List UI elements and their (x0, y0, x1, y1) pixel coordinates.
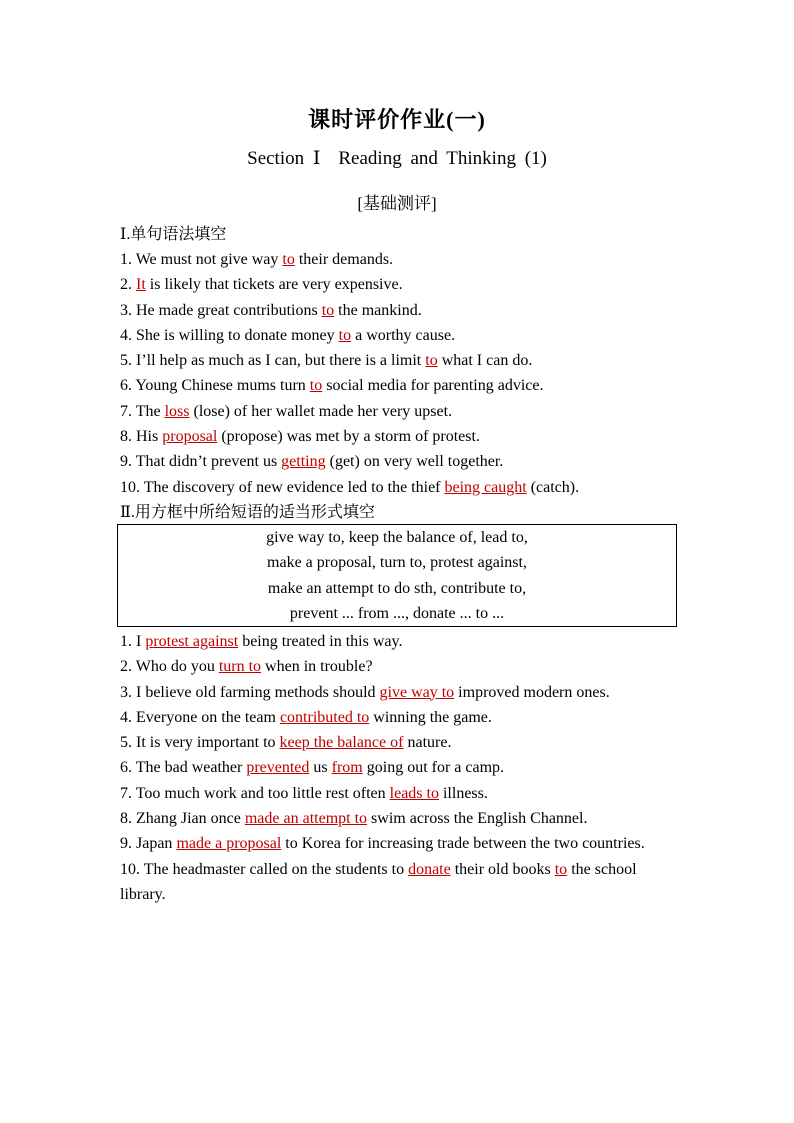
answer-blank: keep the balance of (279, 734, 404, 752)
question-item (120, 424, 690, 449)
answer-blank: to (338, 326, 352, 344)
question-text: what I can do. (437, 352, 533, 370)
part2-list (120, 629, 675, 907)
question-text: their old books (450, 860, 555, 878)
question-text: We must not give way (135, 251, 283, 268)
section-label: Section Ⅰ (247, 148, 321, 169)
question-text: nature. (403, 734, 452, 752)
answer-blank: protest against (145, 633, 239, 650)
question-text: Young Chinese mums turn (135, 377, 310, 395)
answer-blank: to (425, 352, 438, 370)
question-item (120, 705, 675, 730)
question-text: when in trouble? (261, 658, 373, 676)
question-text: The (135, 402, 165, 420)
question-text: I (136, 633, 146, 650)
question-item (120, 730, 675, 755)
question-text: improved modern ones. (454, 683, 610, 701)
answer-blank: proposal (162, 428, 218, 446)
question-text: the mankind. (334, 301, 422, 319)
question-number: 2. (120, 658, 136, 676)
question-text: (get) on very well together. (325, 453, 504, 471)
answer-blank: to (282, 251, 295, 268)
answer-blank: turn to (218, 658, 262, 676)
question-item (120, 755, 675, 780)
question-text: Everyone on the team (136, 708, 280, 726)
question-number: 7. (120, 402, 136, 420)
question-item (120, 399, 690, 424)
answer-blank: donate (408, 860, 451, 878)
answer-blank: being caught (444, 478, 527, 496)
phrase-box-line: give way to, keep the balance of, lead to, (266, 529, 528, 546)
question-text: Who do you (135, 658, 219, 676)
question-item (120, 247, 690, 272)
answer-blank: from (331, 759, 363, 777)
question-number: 5. (120, 352, 136, 370)
question-number: 6. (120, 759, 136, 777)
part1-heading: Ⅰ.单句语法填空 (120, 226, 227, 243)
question-text: going out for a camp. (362, 759, 505, 777)
question-item (120, 272, 690, 297)
question-text: Too much work and too little rest often (135, 784, 390, 802)
answer-blank: to (554, 860, 568, 878)
answer-blank: to (321, 301, 335, 319)
question-text: The bad weather (135, 759, 247, 777)
question-item (120, 680, 675, 705)
question-text: the school library. (120, 860, 637, 903)
question-number: 4. (120, 708, 136, 726)
question-number: 9. (120, 835, 136, 853)
question-item (120, 298, 690, 323)
question-text: That didn’t prevent us (135, 453, 282, 471)
question-number: 6. (120, 377, 136, 395)
question-text: The discovery of new evidence led to the thief (143, 478, 445, 496)
question-text: Zhang Jian once (136, 810, 245, 828)
answer-blank: loss (164, 402, 190, 420)
question-item (120, 449, 690, 474)
question-text: (propose) was met by a storm of protest. (217, 428, 480, 446)
question-number: 3. (120, 301, 136, 319)
question-text: us (309, 759, 332, 777)
question-text: (catch). (526, 478, 580, 496)
question-item (120, 831, 675, 856)
question-text: (lose) of her wallet made her very upset. (189, 402, 453, 420)
question-text: their demands. (294, 251, 394, 268)
question-number: 8. (120, 428, 136, 446)
question-text: He made great contributions (136, 301, 322, 319)
page-title: 课时评价作业(一) (308, 107, 486, 132)
question-text: I believe old farming methods should (136, 683, 380, 701)
question-number: 4. (120, 326, 136, 344)
question-item (120, 781, 675, 806)
question-text: illness. (438, 784, 488, 802)
phrase-box-line: make an attempt to do sth, contribute to, (267, 579, 527, 597)
answer-blank: It (136, 276, 146, 294)
answer-blank: getting (281, 453, 326, 471)
answer-blank: contributed to (279, 708, 370, 726)
question-number: 5. (120, 734, 136, 752)
question-number: 2. (120, 276, 136, 294)
question-number: 8. (120, 810, 136, 828)
question-item (120, 654, 675, 679)
question-number: 9. (120, 453, 136, 471)
question-text: swim across the English Channel. (367, 810, 588, 828)
question-number: 10. (120, 478, 144, 496)
answer-blank: made an attempt to (244, 810, 368, 828)
answer-blank: give way to (379, 683, 455, 701)
question-text: is likely that tickets are very expensive. (145, 276, 403, 294)
section-subtitle (0, 147, 794, 170)
question-text: winning the game. (369, 708, 492, 726)
question-text: a worthy cause. (351, 326, 456, 344)
question-item (120, 373, 690, 398)
question-number: 10. (120, 860, 144, 878)
question-text: The headmaster called on the students to (143, 860, 409, 878)
answer-blank: made a proposal (176, 835, 282, 853)
part1-list (120, 247, 690, 500)
answer-blank: prevented (246, 759, 310, 777)
section-name: Reading and Thinking (1) (338, 148, 547, 169)
part2-heading: Ⅱ.用方框中所给短语的适当形式填空 (120, 504, 375, 521)
question-text: She is willing to donate money (136, 326, 339, 344)
question-text: I’ll help as much as I can, but there is a limit (136, 352, 426, 370)
assessment-subhead: [基础测评] (357, 194, 437, 213)
question-text: It is very important to (136, 734, 280, 752)
phrase-box-line: make a proposal, turn to, protest against, (267, 554, 527, 572)
question-item (120, 629, 675, 654)
question-number: 1. (120, 633, 136, 650)
question-item (120, 348, 690, 373)
answer-blank: to (309, 377, 323, 395)
question-number: 1. (120, 251, 136, 268)
question-item (120, 857, 675, 908)
answer-blank: leads to (389, 784, 439, 802)
question-text: social media for parenting advice. (322, 377, 544, 395)
question-item (120, 475, 690, 500)
question-number: 7. (120, 784, 136, 802)
question-text: being treated in this way. (238, 633, 403, 650)
phrase-box (117, 524, 677, 627)
question-item (120, 323, 690, 348)
question-item (120, 806, 675, 831)
question-number: 3. (120, 683, 136, 701)
phrase-box-line: prevent ... from ..., donate ... to ... (289, 604, 505, 622)
question-text: to Korea for increasing trade between the two countries. (281, 835, 645, 853)
question-text: His (136, 428, 163, 446)
question-text: Japan (136, 835, 177, 853)
